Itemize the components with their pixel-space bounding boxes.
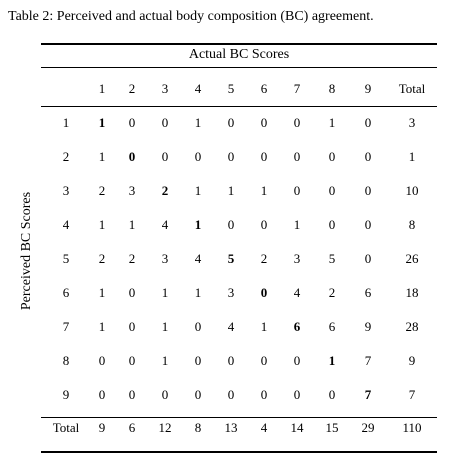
column-header: 8 (328, 81, 336, 96)
row-label: 1 (62, 115, 70, 130)
table-cell: 2 (98, 251, 106, 266)
table-cell: 0 (227, 387, 235, 402)
table-cell: 5 (227, 251, 235, 266)
table-cell: 0 (293, 387, 301, 402)
table-cell: 1 (260, 183, 268, 198)
table-cell: 0 (293, 115, 301, 130)
table-cell: 3 (227, 285, 235, 300)
total-rule (41, 417, 437, 418)
total-cell: 4 (260, 420, 268, 435)
body-rule (41, 106, 437, 107)
table-cell: 1 (98, 149, 106, 164)
table-cell: 0 (260, 115, 268, 130)
table-cell: 0 (128, 285, 136, 300)
table-cell: 0 (364, 115, 372, 130)
column-header: 6 (260, 81, 268, 96)
table-cell: 0 (161, 115, 169, 130)
table-cell: 0 (128, 319, 136, 334)
table-cell: 1 (98, 285, 106, 300)
column-header: 1 (98, 81, 106, 96)
table-cell: 3 (293, 251, 301, 266)
table-cell: 5 (328, 251, 336, 266)
table-cell: 1 (98, 217, 106, 232)
table-cell: 0 (364, 217, 372, 232)
column-header: 3 (161, 81, 169, 96)
total-cell: 13 (224, 420, 238, 435)
table-cell: 3 (128, 183, 136, 198)
column-header: 9 (364, 81, 372, 96)
total-cell: 15 (325, 420, 339, 435)
table-cell: 9 (408, 353, 416, 368)
table-cell: 1 (194, 285, 202, 300)
table-cell: 0 (128, 149, 136, 164)
table-cell: 6 (364, 285, 372, 300)
table-cell: 1 (161, 319, 169, 334)
table-cell: 0 (98, 353, 106, 368)
table-cell: 0 (194, 319, 202, 334)
table-cell: 0 (328, 217, 336, 232)
table-cell: 0 (227, 149, 235, 164)
table-cell: 0 (364, 251, 372, 266)
column-header: 5 (227, 81, 235, 96)
row-label: 9 (62, 387, 70, 402)
table-cell: 0 (128, 353, 136, 368)
row-label: 7 (62, 319, 70, 334)
top-rule (41, 43, 437, 45)
table-cell: 4 (161, 217, 169, 232)
table-cell: 0 (328, 387, 336, 402)
table-cell: 0 (260, 285, 268, 300)
table-cell: 1 (227, 183, 235, 198)
table-cell: 28 (405, 319, 419, 334)
table-caption: Table 2: Perceived and actual body composition (BC) agreement. (8, 9, 374, 24)
table-cell: 4 (293, 285, 301, 300)
row-label: 5 (62, 251, 70, 266)
row-label: 3 (62, 183, 70, 198)
table-cell: 0 (194, 353, 202, 368)
total-cell: 9 (98, 420, 106, 435)
column-header: 2 (128, 81, 136, 96)
total-cell: 14 (290, 420, 304, 435)
table-cell: 1 (161, 353, 169, 368)
header-rule (41, 67, 437, 68)
table-cell: 7 (364, 353, 372, 368)
table-cell: 0 (364, 149, 372, 164)
table-cell: 0 (194, 387, 202, 402)
table-cell: 1 (194, 115, 202, 130)
table-cell: 0 (128, 115, 136, 130)
table-cell: 1 (328, 353, 336, 368)
table-cell: 3 (161, 251, 169, 266)
table-cell: 1 (161, 285, 169, 300)
table-cell: 0 (260, 217, 268, 232)
table-cell: 10 (405, 183, 419, 198)
total-row-label: Total (52, 420, 80, 435)
column-group-header: Actual BC Scores (188, 47, 290, 62)
table-cell: 7 (364, 387, 372, 402)
table-cell: 0 (227, 353, 235, 368)
table-cell: 18 (405, 285, 419, 300)
table-cell: 2 (328, 285, 336, 300)
table-cell: 1 (194, 183, 202, 198)
table-cell: 6 (293, 319, 301, 334)
table-cell: 0 (260, 387, 268, 402)
table-cell: 0 (227, 115, 235, 130)
row-label: 2 (62, 149, 70, 164)
table-cell: 0 (364, 183, 372, 198)
table-cell: 3 (408, 115, 416, 130)
table-cell: 4 (194, 251, 202, 266)
row-label: 4 (62, 217, 70, 232)
table-cell: 0 (293, 149, 301, 164)
total-cell: 29 (361, 420, 375, 435)
table-cell: 1 (408, 149, 416, 164)
total-cell: 110 (402, 420, 422, 435)
table-cell: 2 (98, 183, 106, 198)
bottom-rule (41, 451, 437, 453)
table-cell: 1 (194, 217, 202, 232)
total-cell: 6 (128, 420, 136, 435)
table-cell: 1 (293, 217, 301, 232)
table-cell: 0 (161, 149, 169, 164)
table-cell: 2 (260, 251, 268, 266)
table-cell: 0 (293, 183, 301, 198)
table-cell: 7 (408, 387, 416, 402)
table-cell: 0 (260, 353, 268, 368)
table-cell: 2 (128, 251, 136, 266)
table-cell: 0 (260, 149, 268, 164)
table-cell: 0 (227, 217, 235, 232)
table-cell: 26 (405, 251, 419, 266)
table-cell: 0 (128, 387, 136, 402)
table-cell: 1 (260, 319, 268, 334)
table-cell: 2 (161, 183, 169, 198)
column-header: 7 (293, 81, 301, 96)
table-cell: 0 (328, 149, 336, 164)
table-cell: 1 (328, 115, 336, 130)
row-group-header: Perceived BC Scores (19, 191, 34, 311)
row-label: 6 (62, 285, 70, 300)
column-header: Total (398, 81, 426, 96)
row-label: 8 (62, 353, 70, 368)
table-cell: 0 (328, 183, 336, 198)
table-cell: 9 (364, 319, 372, 334)
table-cell: 8 (408, 217, 416, 232)
table-cell: 1 (98, 319, 106, 334)
table-cell: 0 (194, 149, 202, 164)
table-cell: 4 (227, 319, 235, 334)
total-cell: 8 (194, 420, 202, 435)
table-cell: 0 (161, 387, 169, 402)
table-cell: 0 (98, 387, 106, 402)
total-cell: 12 (158, 420, 172, 435)
table-cell: 6 (328, 319, 336, 334)
table-cell: 1 (98, 115, 106, 130)
column-header: 4 (194, 81, 202, 96)
table-cell: 0 (293, 353, 301, 368)
table-cell: 1 (128, 217, 136, 232)
